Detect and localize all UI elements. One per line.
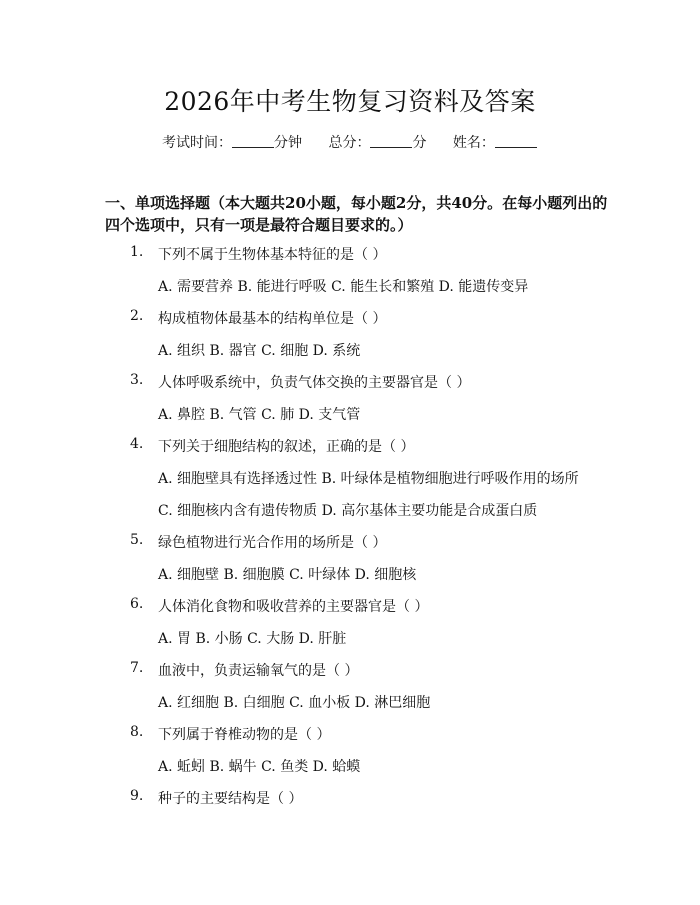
options-text: A. 鼻腔 B. 气管 C. 肺 D. 支气管 [158, 407, 361, 423]
question-text: 构成植物体最基本的结构单位是（ ） [158, 311, 387, 327]
question-number: 4. [130, 436, 144, 452]
question-options [0, 556, 700, 588]
options-text: A. 组织 B. 器官 C. 细胞 D. 系统 [158, 343, 361, 359]
question-number: 6. [130, 596, 144, 612]
question-item [0, 300, 700, 332]
exam-time-unit: 分钟 [274, 135, 302, 151]
total-score-label: 总分： [328, 135, 371, 151]
question-options [0, 492, 700, 524]
page-title: 2026年中考生物复习资料及答案 [164, 87, 536, 116]
question-text: 绿色植物进行光合作用的场所是（ ） [158, 535, 387, 551]
section-heading: 一、单项选择题（本大题共20小题，每小题2分，共40分。在每小题列出的四个选项中，只有一项是最符合题目要求的。） [105, 194, 608, 234]
question-item [0, 780, 700, 812]
options-text: A. 细胞壁具有选择透过性 B. 叶绿体是植物细胞进行呼吸作用的场所 [158, 471, 579, 487]
question-number: 9. [130, 788, 144, 804]
question-list [0, 236, 700, 812]
question-text: 下列不属于生物体基本特征的是（ ） [158, 247, 387, 263]
question-text: 人体消化食物和吸收营养的主要器官是（ ） [158, 599, 429, 615]
question-item [0, 716, 700, 748]
question-number: 7. [130, 660, 144, 676]
question-text: 种子的主要结构是（ ） [158, 791, 303, 807]
question-options [0, 396, 700, 428]
exam-info-line [162, 132, 559, 152]
question-options [0, 460, 700, 492]
student-name-field [453, 132, 537, 152]
question-item [0, 524, 700, 556]
question-options [0, 332, 700, 364]
options-text: A. 蚯蚓 B. 蜗牛 C. 鱼类 D. 蛤蟆 [158, 759, 361, 775]
total-score-unit: 分 [412, 135, 427, 151]
options-text: A. 胃 B. 小肠 C. 大肠 D. 肝脏 [158, 631, 347, 647]
question-options [0, 684, 700, 716]
question-text: 血液中，负责运输氧气的是（ ） [158, 663, 359, 679]
total-score-field [328, 132, 426, 152]
question-number: 3. [130, 372, 144, 388]
question-text: 下列属于脊椎动物的是（ ） [158, 727, 331, 743]
options-text: A. 红细胞 B. 白细胞 C. 血小板 D. 淋巴细胞 [158, 695, 431, 711]
question-number: 5. [130, 532, 144, 548]
options-text: C. 细胞核内含有遗传物质 D. 高尔基体主要功能是合成蛋白质 [158, 503, 538, 519]
question-item [0, 364, 700, 396]
total-score-blank [370, 135, 412, 148]
exam-time-field [162, 132, 302, 152]
exam-time-label: 考试时间： [162, 135, 232, 151]
question-options [0, 620, 700, 652]
question-item [0, 428, 700, 460]
question-item [0, 588, 700, 620]
options-text: A. 细胞壁 B. 细胞膜 C. 叶绿体 D. 细胞核 [158, 567, 417, 583]
question-text: 下列关于细胞结构的叙述，正确的是（ ） [158, 439, 415, 455]
question-options [0, 748, 700, 780]
question-item [0, 652, 700, 684]
exam-time-blank [232, 135, 274, 148]
question-text: 人体呼吸系统中，负责气体交换的主要器官是（ ） [158, 375, 471, 391]
question-number: 2. [130, 308, 144, 324]
student-name-label: 姓名： [452, 135, 495, 151]
question-number: 8. [130, 724, 144, 740]
question-number: 1. [130, 244, 144, 260]
options-text: A. 需要营养 B. 能进行呼吸 C. 能生长和繁殖 D. 能遗传变异 [158, 279, 529, 295]
student-name-blank [495, 135, 537, 148]
question-options [0, 268, 700, 300]
question-item [0, 236, 700, 268]
